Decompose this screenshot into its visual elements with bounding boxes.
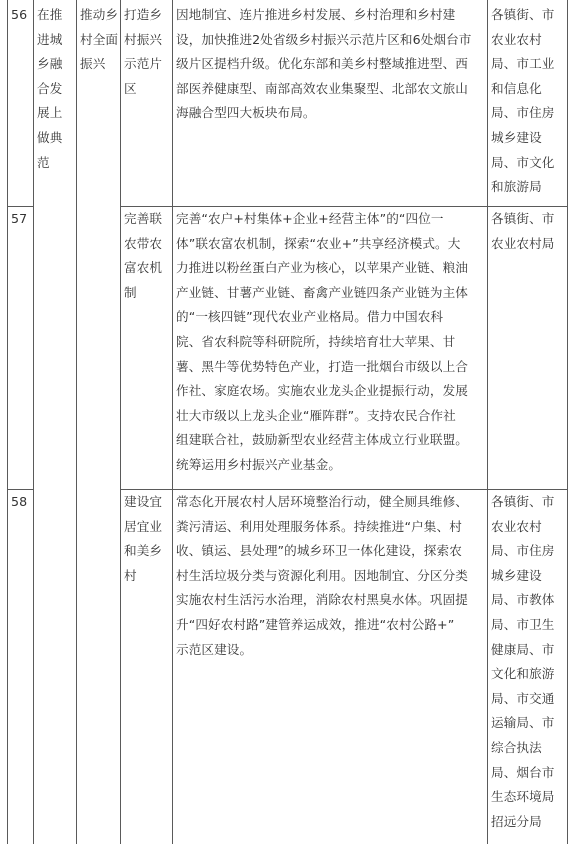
grid-line xyxy=(7,0,8,844)
row-number: 56 xyxy=(11,7,28,22)
subcategory-cell: 推动乡 村全面 振兴 xyxy=(80,7,119,72)
row-number: 58 xyxy=(11,494,28,509)
item-cell: 完善联 农带农 富农机 制 xyxy=(124,211,163,300)
item-cell: 打造乡 村振兴 示范片 区 xyxy=(124,7,163,96)
grid-line xyxy=(120,0,121,844)
grid-line xyxy=(76,0,77,844)
row-number: 57 xyxy=(11,211,28,226)
department-cell: 各镇街、市 农业农村局 xyxy=(491,211,555,251)
description-cell: 完善“农户+村集体+企业+经营主体”的“四位一 体”联农富农机制，探索“农业+”共享经济模式。大 力推进以粉丝蛋白产业为核心，以苹果产业链、粮油 产业链、甘薯产业链、畜禽产业链四条产业链为主体 的“一核四链”现代农业产业格局。借力中国农科 院、省农科院等科研院所，持续培育壮大苹果、甘 薯、黑牛等优势特色产业，打造一批烟台市级以上合 作社、家庭农场。实施农业龙头企业提振行动，发展 壮大市级以上龙头企业“雁阵群”。支持农民合作社 组建联合社，鼓励新型农业经营主体成立行业联盟。 统筹运用乡村振兴产业基金。 xyxy=(176,211,468,472)
grid-line xyxy=(33,0,34,844)
category-cell: 在推 进城 乡融 合发 展上 做典 范 xyxy=(37,7,63,170)
description-cell: 因地制宜、连片推进乡村发展、乡村治理和乡村建 设，加快推进2处省级乡村振兴示范片区和6处烟台市 级片区提档升级。优化东部和美乡村整域推进型、西 部医养健康型、南部高效农业集聚型、北部农文旅山 海融合型四大板块布局。 xyxy=(176,7,472,121)
department-cell: 各镇街、市 农业农村 局、市工业 和信息化 局、市住房 城乡建设 局、市文化 和旅游局 xyxy=(491,7,555,195)
description-cell: 常态化开展农村人居环境整治行动，健全厕具维修、 粪污清运、利用处理服务体系。持续推进“户集、村 收、镇运、县处理”的城乡环卫一体化建设，探索农 村生活垃圾分类与资源化利用。因地制宜、分区分类 实施农村生活污水治理，消除农村黑臭水体。巩固提 升“四好农村路”建管养运成效，推进“农村公路+” 示范区建设。 xyxy=(176,494,468,657)
grid-line xyxy=(487,0,488,844)
grid-line xyxy=(567,0,568,844)
grid-line xyxy=(172,0,173,844)
item-cell: 建设宜 居宜业 和美乡 村 xyxy=(124,494,163,583)
department-cell: 各镇街、市 农业农村 局、市住房 城乡建设 局、市教体 局、市卫生 健康局、市 文化和旅游 局、市交通 运输局、市 综合执法 局、烟台市 生态环境局 招远分局 xyxy=(491,494,555,829)
